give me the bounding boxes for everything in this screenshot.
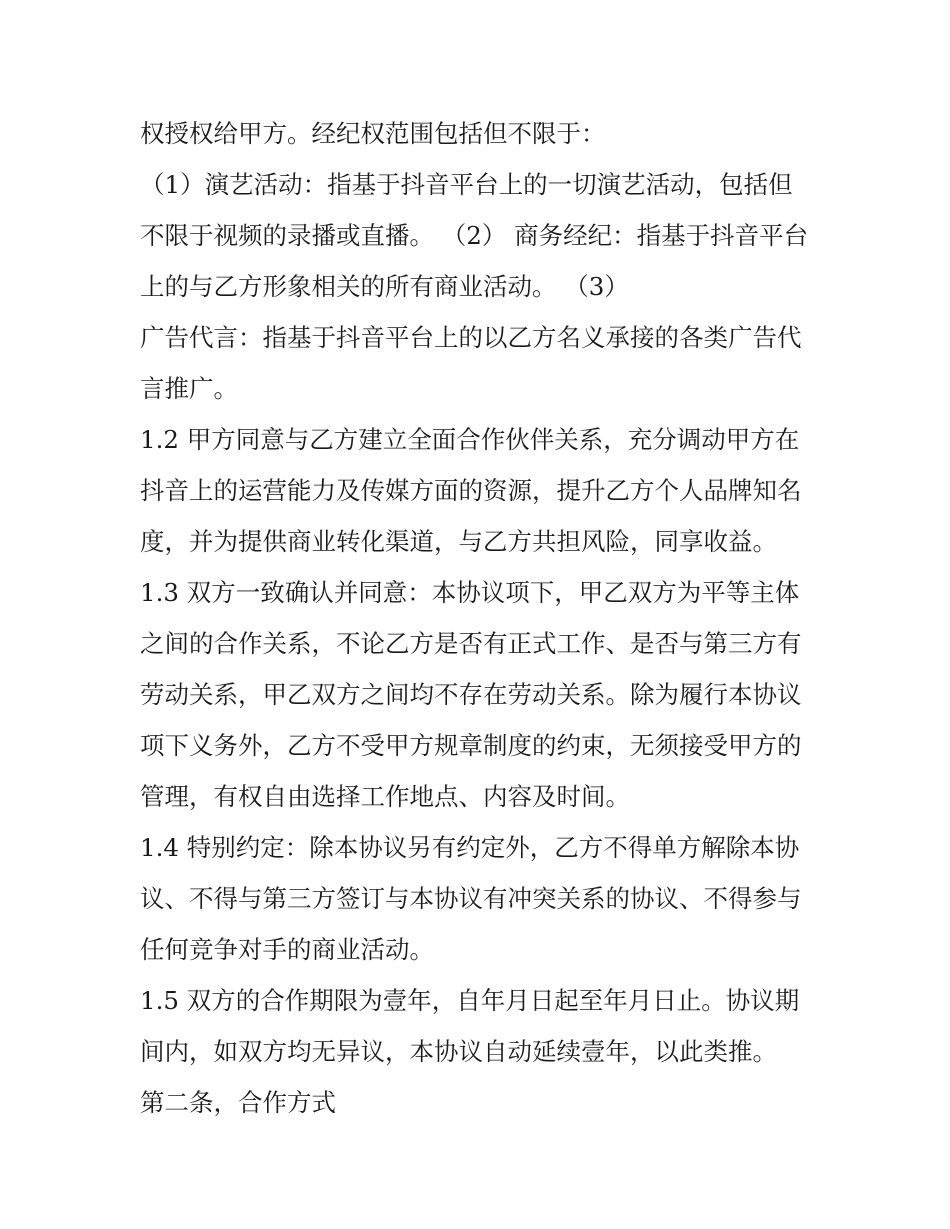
- text-line: 间内，如双方均无异议，本协议自动延续壹年，以此类推。: [140, 1037, 777, 1066]
- document-body: [140, 108, 830, 1128]
- text-line: 广告代言：指基于抖音平台上的以乙方名义承接的各类广告代: [140, 323, 802, 352]
- text-line: 之间的合作关系，不论乙方是否有正式工作、是否与第三方有: [140, 629, 802, 658]
- text-line: 言推广。: [140, 374, 238, 403]
- text-line: 抖音上的运营能力及传媒方面的资源，提升乙方个人品牌知名: [140, 476, 802, 505]
- text-line: 1.3 双方一致确认并同意：本协议项下，甲乙双方为平等主体: [140, 578, 800, 607]
- text-line: 管理，有权自由选择工作地点、内容及时间。: [140, 782, 630, 811]
- text-line: 项下义务外，乙方不受甲方规章制度的约束，无须接受甲方的: [140, 731, 802, 760]
- text-line: 议、不得与第三方签订与本协议有冲突关系的协议、不得参与: [140, 884, 802, 913]
- text-line: 上的与乙方形象相关的所有商业活动。 （3）: [140, 272, 629, 301]
- section-heading: 第二条，合作方式: [140, 1088, 336, 1117]
- text-line: 任何竞争对手的商业活动。: [140, 935, 434, 964]
- text-line: （1）演艺活动：指基于抖音平台上的一切演艺活动，包括但: [140, 170, 793, 199]
- text-line: 度，并为提供商业转化渠道，与乙方共担风险，同享收益。: [140, 527, 777, 556]
- text-line: 1.2 甲方同意与乙方建立全面合作伙伴关系，充分调动甲方在: [140, 425, 800, 454]
- text-line: 1.5 双方的合作期限为壹年，自年月日起至年月日止。协议期: [140, 986, 800, 1015]
- text-line: 不限于视频的录播或直播。 （2） 商务经纪：指基于抖音平台: [140, 221, 809, 250]
- text-line: 劳动关系，甲乙双方之间均不存在劳动关系。除为履行本协议: [140, 680, 802, 709]
- text-line: 权授权给甲方。经纪权范围包括但不限于：: [140, 119, 606, 148]
- text-line: 1.4 特别约定：除本协议另有约定外，乙方不得单方解除本协: [140, 833, 800, 862]
